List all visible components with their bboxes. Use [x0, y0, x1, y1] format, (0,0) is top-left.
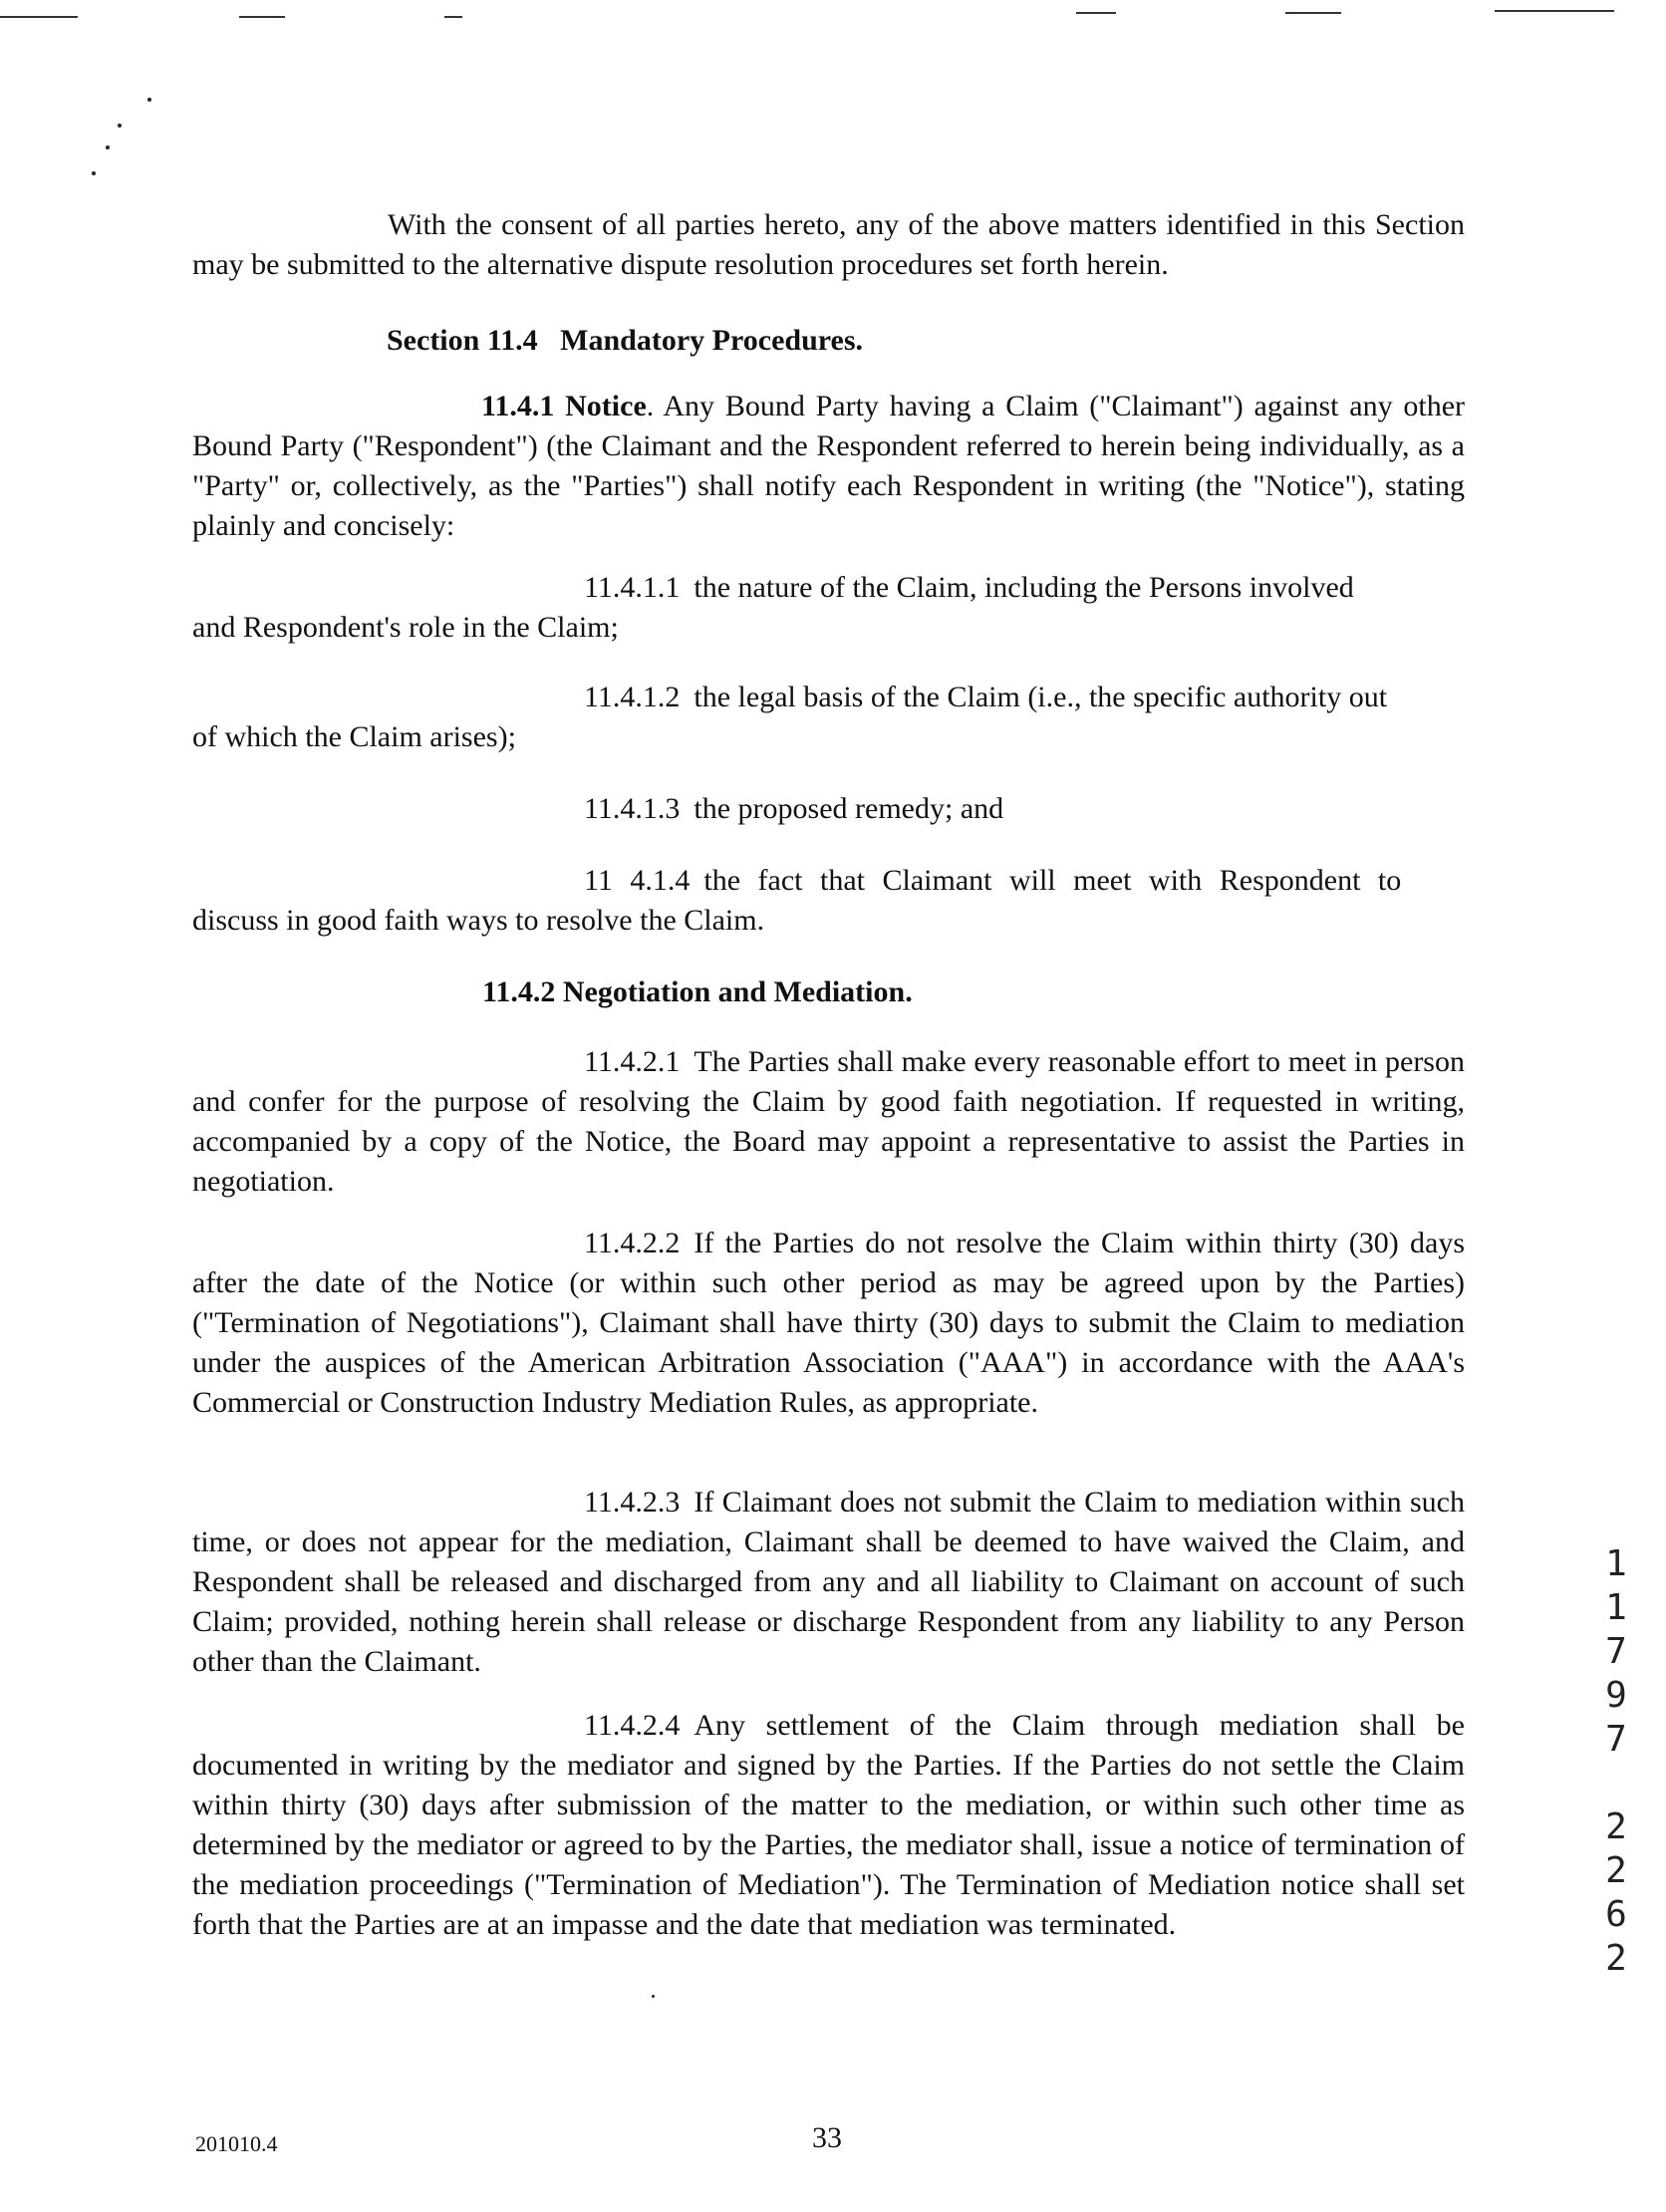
scan-speck [147, 98, 151, 102]
item-number: 11.4.2.4 [584, 1709, 681, 1742]
notice-number: 11.4.1 [481, 390, 555, 422]
negotiation-item [192, 1483, 1465, 1682]
item-lead: the nature of the Claim, including the Persons involved [694, 571, 1354, 604]
item-number: 11.4.1.3 [584, 792, 681, 825]
notice-title: Notice [565, 390, 647, 422]
document-code: 201010.4 [195, 2131, 278, 2156]
bates-digit: 1 [1605, 1587, 1627, 1628]
item-rest: and Respondent's role in the Claim; [192, 611, 619, 644]
item-number: 11.4.1.1 [584, 571, 681, 604]
item-number: 11.4.1.2 [584, 681, 681, 713]
bates-digit: 7 [1605, 1631, 1627, 1672]
notice-item [192, 789, 1465, 829]
item-text: If the Parties do not resolve the Claim within thirty (30) days after the date of the Notice (or within such other period as may be agreed upon by the Parties) ("Termination of Negotiations"), Claimant shall have thirty (30) days to submit the Claim to mediation under the auspices of the American Arbitration Association ("AAA") in accordance with the AAA's Commercial or Construction Industry Mediation Rules, as appropriate. [192, 1227, 1465, 1419]
scan-speck [118, 124, 122, 128]
scan-speck [652, 1995, 655, 1998]
section-heading [387, 321, 863, 361]
scan-speck [92, 171, 96, 175]
intro-paragraph: With the consent of all parties hereto, any of the above matters identified in this Section may be submitted to the alternative dispute resolution procedures set forth herein. [192, 208, 1465, 281]
notice-paragraph [192, 387, 1465, 546]
bates-digit: 7 [1605, 1719, 1627, 1760]
notice-item [192, 678, 1465, 757]
item-lead: the legal basis of the Claim (i.e., the specific authority out [694, 681, 1388, 713]
notice-text: . Any Bound Party having a Claim ("Claimant") against any other Bound Party ("Respondent") (the Claimant and the Respondent referred to herein being individually, as a "Party" or, collectively, as the "Parties") shall notify each Respondent in writing (the "Notice"), stating plainly and concisely: [192, 390, 1466, 542]
item-number: 11.4.2.1 [584, 1045, 681, 1078]
item-number: 11.4.2.2 [584, 1227, 681, 1259]
scan-speck [106, 145, 110, 149]
item-rest: discuss in good faith ways to resolve the Claim. [192, 904, 765, 937]
notice-item [192, 568, 1465, 648]
negotiation-item [192, 1706, 1465, 1945]
item-text: The Parties shall make every reasonable effort to meet in person and confer for the purpose of resolving the Claim by good faith negotiation. If requested in writing, accompanied by a copy of the Notice, the Board may appoint a representative to assist the Parties in negotiation. [192, 1045, 1465, 1198]
bates-digit: 2 [1605, 1806, 1627, 1847]
negotiation-item [192, 1042, 1465, 1202]
bates-digit: 2 [1605, 1850, 1627, 1891]
notice-item [192, 861, 1465, 941]
bates-digit: 9 [1605, 1675, 1627, 1716]
item-number: 11 4.1.4 [584, 864, 691, 897]
scan-mark [0, 16, 78, 18]
bates-digit: 2 [1605, 1938, 1627, 1979]
section-number: Section 11.4 [387, 324, 538, 357]
bates-number [1596, 1542, 1636, 1981]
page-number: 33 [812, 2121, 842, 2154]
bates-digit: 1 [1605, 1543, 1627, 1584]
scan-mark [1285, 12, 1341, 14]
negotiation-item [192, 1224, 1465, 1423]
scan-mark [239, 16, 285, 18]
negotiation-heading: 11.4.2 Negotiation and Mediation. [482, 975, 913, 1008]
bates-digit: 6 [1605, 1894, 1627, 1935]
item-lead: the fact that Claimant will meet with Respondent to [703, 864, 1402, 897]
section-title: Mandatory Procedures. [560, 324, 864, 357]
scan-mark [1076, 12, 1116, 14]
scan-mark [444, 16, 462, 18]
item-rest: of which the Claim arises); [192, 720, 516, 753]
item-lead: the proposed remedy; and [694, 792, 1004, 825]
item-text: If Claimant does not submit the Claim to mediation within such time, or does not appear for the mediation, Claimant shall be deemed to have waived the Claim, and Respondent shall be released and discharged from any and all liability to Claimant on account of such Claim; provided, nothing herein shall release or discharge Respondent from any liability to any Person other than the Claimant. [192, 1486, 1465, 1678]
scan-mark [1495, 10, 1614, 12]
item-text: Any settlement of the Claim through mediation shall be documented in writing by the mediator and signed by the Parties. If the Parties do not settle the Claim within thirty (30) days after submission of the matter to the mediation, or within such other time as determined by the mediator or agreed to by the Parties, the mediator shall, issue a notice of termination of the mediation proceedings ("Termination of Mediation"). The Termination of Mediation notice shall set forth that the Parties are at an impasse and the date that mediation was terminated. [192, 1709, 1465, 1941]
item-number: 11.4.2.3 [584, 1486, 681, 1519]
